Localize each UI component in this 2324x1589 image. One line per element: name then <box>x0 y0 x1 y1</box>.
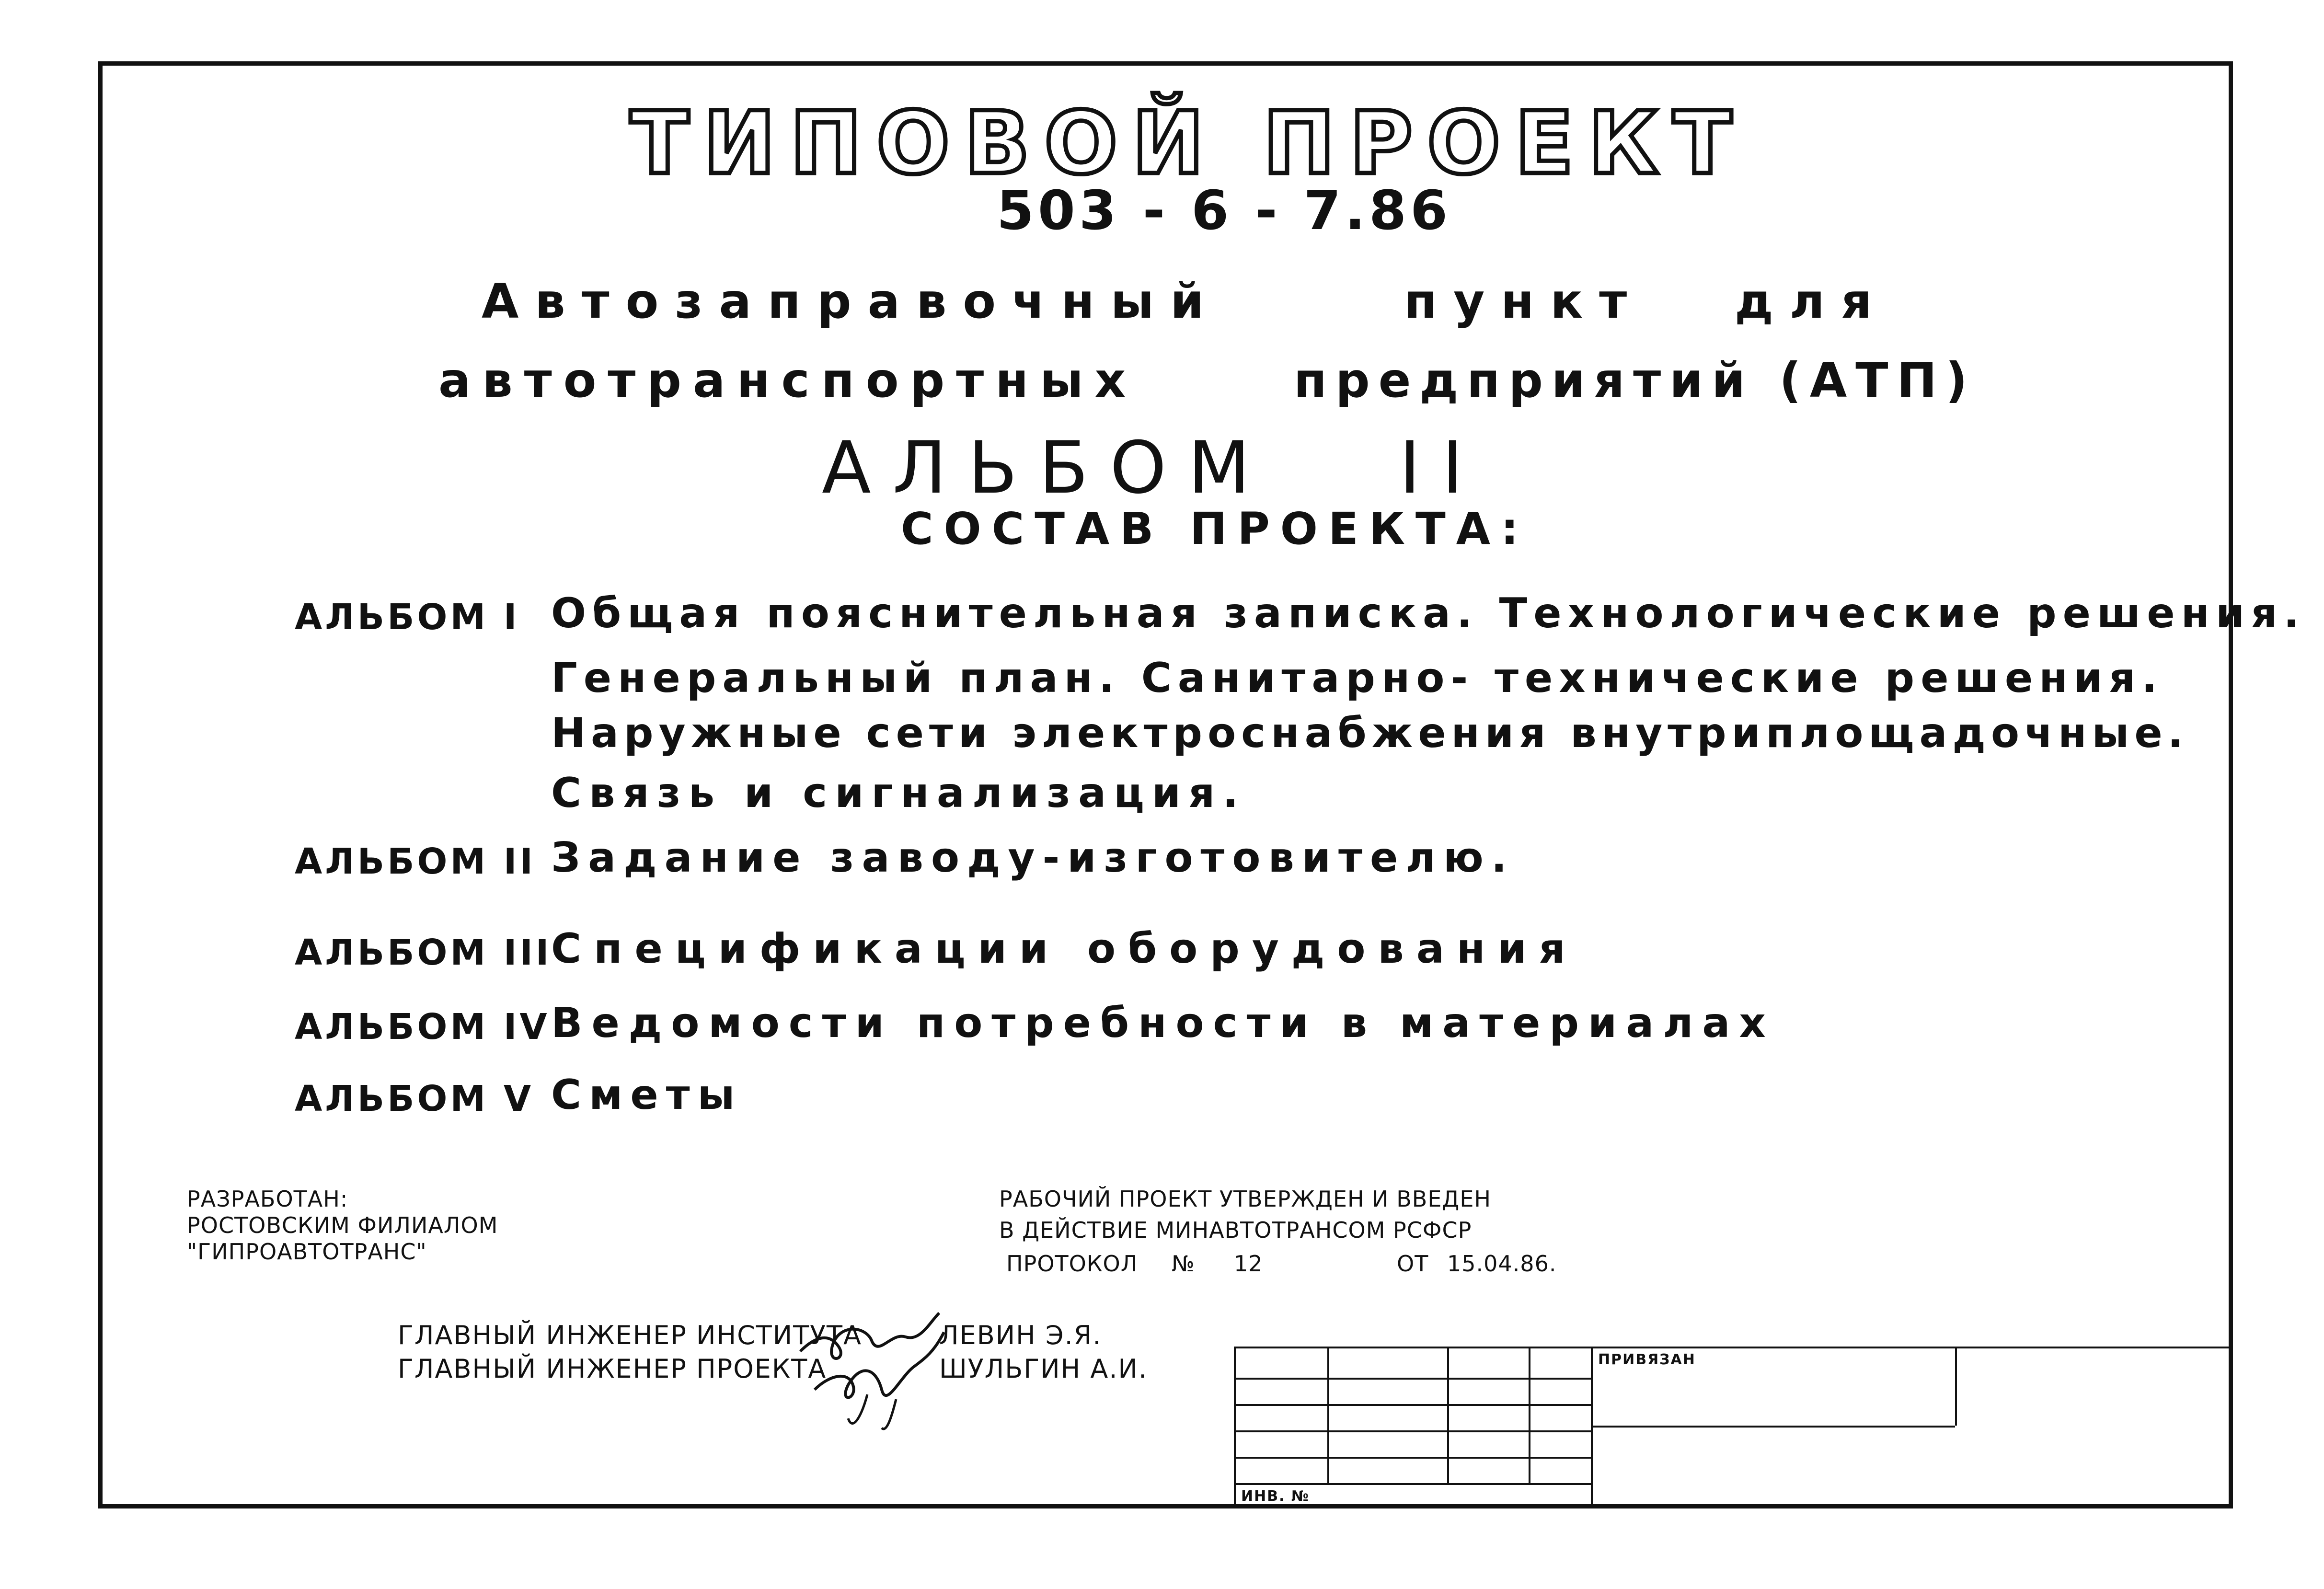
heading-line2-a: автотранспортных <box>438 352 1138 408</box>
heading-line1-a: Автозаправочный <box>482 273 1220 329</box>
album-1-line-3: Наружные сети электроснабжения внутриплощадочные. <box>551 709 2189 757</box>
album-1-label: АЛЬБОМ I <box>295 597 520 638</box>
project-composition-heading: СОСТАВ ПРОЕКТА: <box>901 503 1529 554</box>
developer-line-3: "ГИПРОАВТОТРАНС" <box>187 1239 427 1265</box>
heading-line2-b: предприятий (АТП) <box>1294 352 1976 408</box>
protocol-number: 12 <box>1234 1251 1263 1277</box>
approval-line-1: РАБОЧИЙ ПРОЕКТ УТВЕРЖДЕН И ВВЕДЕН <box>999 1186 1491 1212</box>
title-typical-project: ТИПОВОЙ ПРОЕКТ <box>630 93 1747 194</box>
album-4-line-1: Ведомости потребности в материалах <box>551 999 1775 1047</box>
stamp-inventory-number-label: ИНВ. № <box>1241 1488 1310 1505</box>
album-1-line-4: Связь и сигнализация. <box>551 769 1246 817</box>
heading-line1-c: для <box>1735 273 1888 329</box>
protocol-date: 15.04.86. <box>1447 1251 1557 1277</box>
signature-name-2: ШУЛЬГИН А.И. <box>939 1354 1148 1384</box>
album-2-line-1: Задание заводу-изготовителю. <box>551 834 1515 882</box>
project-code: 503 - 6 - 7.86 <box>997 180 1451 242</box>
album-5-line-1: Сметы <box>551 1071 743 1119</box>
album-3-label: АЛЬБОМ III <box>295 932 552 973</box>
signature-role-1: ГЛАВНЫЙ ИНЖЕНЕР ИНСТИТУТА <box>398 1320 862 1350</box>
album-number: II <box>1399 426 1485 510</box>
protocol-number-label: № <box>1172 1251 1195 1277</box>
heading-line1-b: пункт <box>1404 273 1644 329</box>
album-4-label: АЛЬБОМ IV <box>295 1006 550 1048</box>
signature-role-2: ГЛАВНЫЙ ИНЖЕНЕР ПРОЕКТА <box>398 1354 827 1384</box>
stamp-attached-label: ПРИВЯЗАН <box>1598 1351 1696 1368</box>
signature-name-1: ЛЕВИН Э.Я. <box>939 1320 1102 1350</box>
album-title: АЛЬБОМ <box>822 426 1272 510</box>
protocol-label: ПРОТОКОЛ <box>1006 1251 1138 1277</box>
handwritten-signatures <box>795 1294 954 1438</box>
developer-line-1: РАЗРАБОТАН: <box>187 1186 348 1212</box>
approval-line-2: В ДЕЙСТВИЕ МИНАВТОТРАНСОМ РСФСР <box>999 1217 1472 1243</box>
album-5-label: АЛЬБОМ V <box>295 1078 534 1119</box>
protocol-date-label: ОТ <box>1397 1251 1429 1277</box>
album-1-line-2: Генеральный план. Санитарно- технические решения. <box>551 654 2163 702</box>
album-3-line-1: Спецификации оборудования <box>551 925 1578 973</box>
album-2-label: АЛЬБОМ II <box>295 841 536 882</box>
developer-line-2: РОСТОВСКИМ ФИЛИАЛОМ <box>187 1212 498 1238</box>
album-1-line-1: Общая пояснительная записка. Технологические решения. <box>551 589 2306 637</box>
